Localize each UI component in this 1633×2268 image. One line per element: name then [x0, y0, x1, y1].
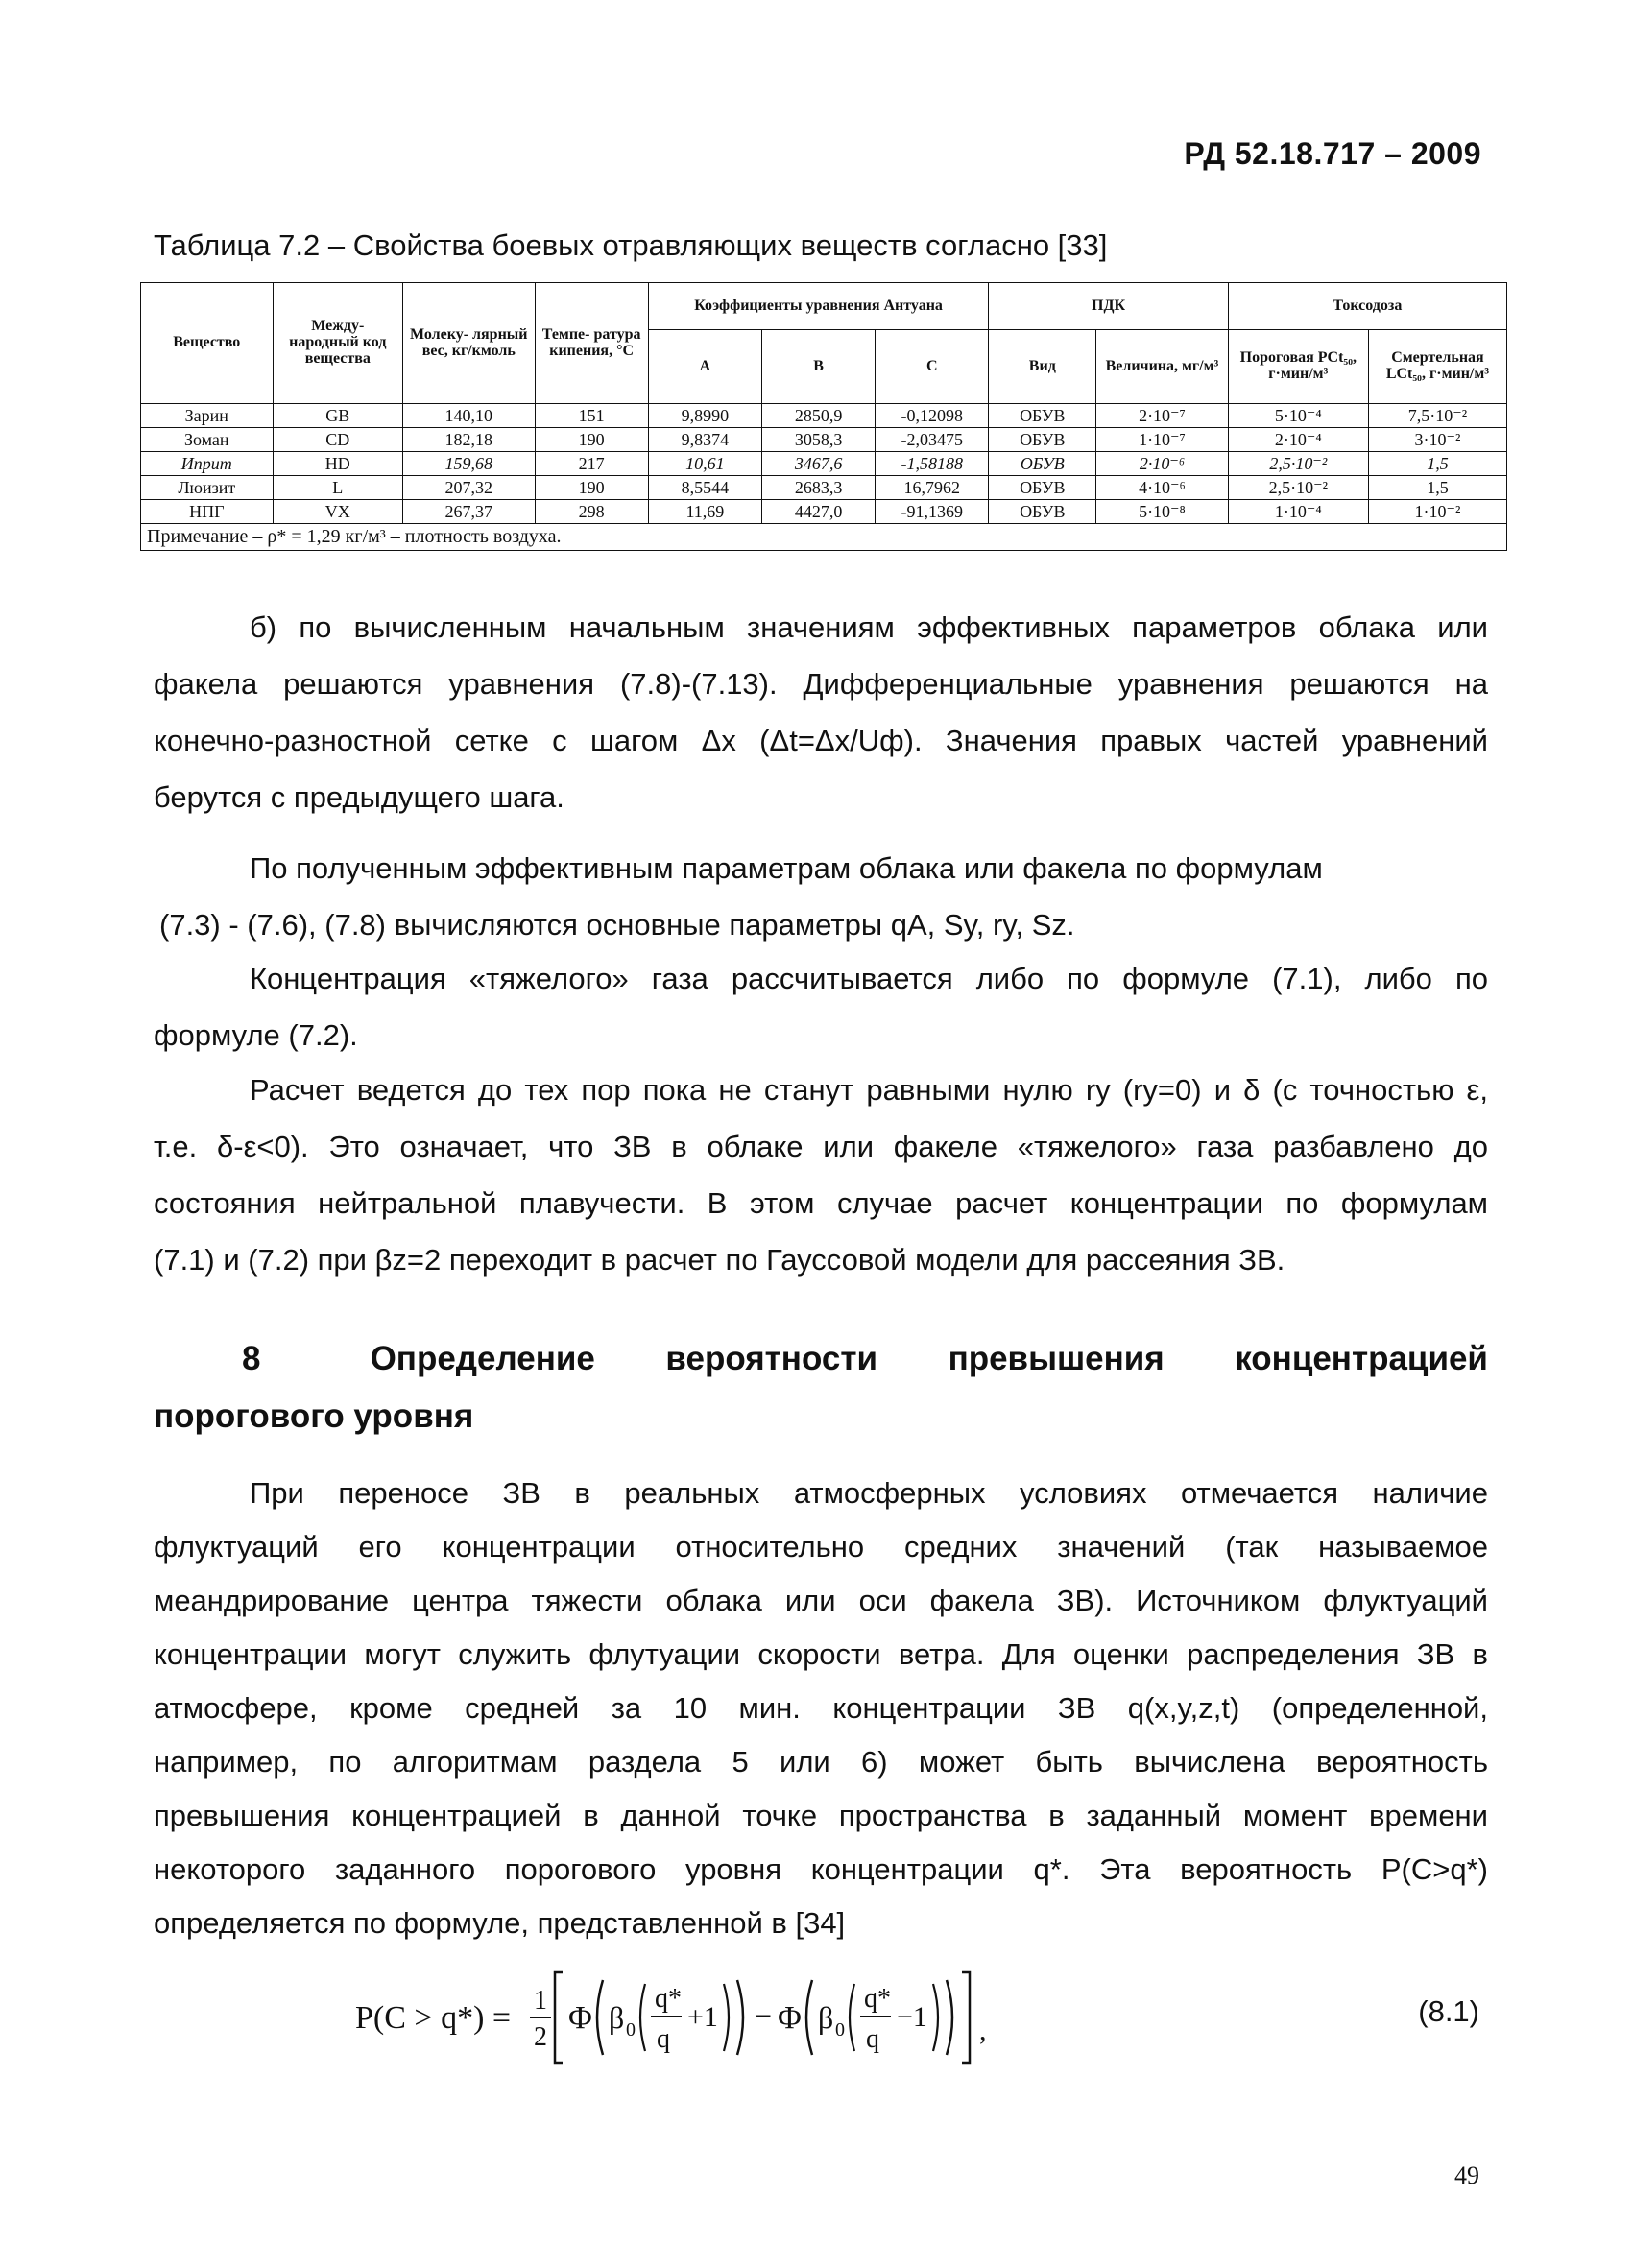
cell-c: -1,58188 — [876, 452, 989, 476]
cell-b: 2850,9 — [761, 404, 875, 428]
cell-threshold: 2·10⁻⁴ — [1228, 428, 1368, 452]
cell-pdk-value: 2·10⁻⁶ — [1096, 452, 1229, 476]
header-antoine: Коэффициенты уравнения Антуана — [648, 283, 989, 330]
cell-pdk-value: 1·10⁻⁷ — [1096, 428, 1229, 452]
text-line: превышения концентрацией в данной точке пространства в заданный момент времени — [154, 1799, 1488, 1832]
table-row — [141, 452, 1507, 476]
text-line: (7.3) - (7.6), (7.8) вычисляются основные параметры qA, Sy, ry, Sz. — [159, 908, 1075, 942]
text-line: например, по алгоритмам раздела 5 или 6) может быть вычислена вероятность — [154, 1745, 1488, 1779]
text-line: По полученным эффективным параметрам облака или факела по формулам — [250, 851, 1323, 885]
header-boil-temp: Темпе- ратура кипения, °С — [535, 283, 648, 404]
section-number: 8 — [242, 1340, 261, 1377]
document-code: РД 52.18.717 – 2009 — [1184, 136, 1481, 171]
cell-lethal: 3·10⁻² — [1368, 428, 1506, 452]
cell-name: НПГ — [141, 500, 274, 524]
table-row — [141, 428, 1507, 452]
section-title-word: вероятности — [665, 1340, 877, 1377]
table-caption: Таблица 7.2 – Свойства боевых отравляющих веществ согласно [33] — [154, 228, 1108, 262]
cell-code: VX — [273, 500, 402, 524]
text-line: определяется по формуле, представленной в [34] — [154, 1906, 846, 1940]
formula-text: 2 — [534, 2022, 547, 2052]
cell-mw: 182,18 — [402, 428, 535, 452]
formula-text: Φ — [778, 2000, 802, 2036]
cell-b: 4427,0 — [761, 500, 875, 524]
formula-text: q* — [864, 1984, 891, 2014]
header-mol-weight: Молеку- лярный вес, кг/кмоль — [402, 283, 535, 404]
cell-a: 9,8374 — [648, 428, 761, 452]
cell-code: L — [273, 476, 402, 500]
cell-temp: 298 — [535, 500, 648, 524]
cell-pdk-value: 5·10⁻⁸ — [1096, 500, 1229, 524]
text-line: (7.1) и (7.2) при βz=2 переходит в расчет по Гауссовой модели для рассеяния ЗВ. — [154, 1243, 1285, 1277]
cell-a: 10,61 — [648, 452, 761, 476]
formula-text: β — [818, 2000, 834, 2035]
text-line: меандрирование центра тяжести облака или оси факела ЗВ). Источником флуктуаций — [154, 1584, 1488, 1617]
header-pdk-type: Вид — [989, 330, 1096, 404]
cell-name: Зоман — [141, 428, 274, 452]
cell-name: Люизит — [141, 476, 274, 500]
table-row — [141, 500, 1507, 524]
header-substance: Вещество — [141, 283, 274, 404]
cell-pdk-value: 2·10⁻⁷ — [1096, 404, 1229, 428]
formula-number: (8.1) — [1418, 1994, 1479, 2028]
formula-text: 0 — [835, 2019, 845, 2041]
cell-c: -91,1369 — [876, 500, 989, 524]
cell-a: 11,69 — [648, 500, 761, 524]
paragraph-concentration — [154, 950, 1488, 1063]
header-pdk-value: Величина, мг/м³ — [1096, 330, 1229, 404]
text-line: берутся с предыдущего шага. — [154, 780, 564, 814]
cell-threshold: 5·10⁻⁴ — [1228, 404, 1368, 428]
section-title-line2: порогового уровня — [154, 1397, 474, 1435]
header-c: С — [876, 330, 989, 404]
formula-text: q* — [655, 1984, 682, 2014]
formula-text: − — [755, 1998, 773, 2033]
cell-pdk-type: ОБУВ — [989, 500, 1096, 524]
formula-text: , — [979, 2015, 987, 2046]
header-toxodose: Токсодоза — [1228, 283, 1506, 330]
cell-code: GB — [273, 404, 402, 428]
cell-name: Иприт — [141, 452, 274, 476]
page-number: 49 — [1454, 2161, 1479, 2189]
table-row — [141, 404, 1507, 428]
header-b: В — [761, 330, 875, 404]
section-title-word: концентрацией — [1235, 1340, 1488, 1377]
cell-pdk-type: ОБУВ — [989, 404, 1096, 428]
header-pdk: ПДК — [989, 283, 1228, 330]
cell-b: 2683,3 — [761, 476, 875, 500]
cell-pdk-value: 4·10⁻⁶ — [1096, 476, 1229, 500]
cell-c: 16,7962 — [876, 476, 989, 500]
cell-threshold: 2,5·10⁻² — [1228, 452, 1368, 476]
cell-code: CD — [273, 428, 402, 452]
cell-pdk-type: ОБУВ — [989, 452, 1096, 476]
formula-text: β — [609, 2000, 625, 2035]
formula-text: q — [657, 2024, 670, 2054]
cell-b: 3467,6 — [761, 452, 875, 476]
cell-c: -0,12098 — [876, 404, 989, 428]
cell-a: 9,8990 — [648, 404, 761, 428]
paragraph-parameters — [154, 840, 1488, 953]
text-line: т.е. δ-ε<0). Это означает, что ЗВ в облаке или факеле «тяжелого» газа разбавлено до — [154, 1130, 1488, 1163]
formula-lhs: P(C > q*) = — [355, 2000, 512, 2036]
cell-lethal: 1,5 — [1368, 476, 1506, 500]
cell-temp: 151 — [535, 404, 648, 428]
text-line: атмосфере, кроме средней за 10 мин. концентрации ЗВ q(x,y,z,t) (определенной, — [154, 1691, 1488, 1725]
text-line: концентрации могут служить флутуации скорости ветра. Для оценки распределения ЗВ в — [154, 1637, 1488, 1671]
text-line: факела решаются уравнения (7.8)-(7.13). Дифференциальные уравнения решаются на — [154, 667, 1488, 701]
cell-mw: 159,68 — [402, 452, 535, 476]
header-intl-code: Между- народный код вещества — [273, 283, 402, 404]
text-line: состояния нейтральной плавучести. В этом случае расчет концентрации по формулам — [154, 1186, 1488, 1220]
cell-lethal: 7,5·10⁻² — [1368, 404, 1506, 428]
properties-table — [140, 282, 1507, 551]
cell-lethal: 1,5 — [1368, 452, 1506, 476]
formula-text: 1 — [534, 1986, 547, 2016]
formula-text: −1 — [897, 2001, 927, 2033]
cell-temp: 190 — [535, 476, 648, 500]
paragraph-calculation — [154, 1062, 1488, 1288]
text-line: флуктуаций его концентрации относительно средних значений (так называемое — [154, 1530, 1488, 1564]
cell-a: 8,5544 — [648, 476, 761, 500]
table-row — [141, 476, 1507, 500]
formula-text: q — [866, 2024, 879, 2054]
cell-temp: 190 — [535, 428, 648, 452]
header-threshold: Пороговая PCt₅₀, г·мин/м³ — [1228, 330, 1368, 404]
cell-name: Зарин — [141, 404, 274, 428]
cell-c: -2,03475 — [876, 428, 989, 452]
cell-code: HD — [273, 452, 402, 476]
text-line: некоторого заданного порогового уровня концентрации q*. Эта вероятность P(C>q*) — [154, 1852, 1488, 1886]
formula-text: +1 — [687, 2001, 718, 2033]
cell-pdk-type: ОБУВ — [989, 428, 1096, 452]
text-line: б) по вычисленным начальным значениям эффективных параметров облака или — [250, 610, 1488, 644]
text-line: Концентрация «тяжелого» газа рассчитывается либо по формуле (7.1), либо по — [250, 962, 1488, 995]
section-title-word: Определение — [370, 1340, 595, 1377]
formula-text: 0 — [626, 2019, 636, 2041]
cell-threshold: 1·10⁻⁴ — [1228, 500, 1368, 524]
section-body — [154, 1467, 1488, 1950]
formula-text: Φ — [568, 2000, 592, 2036]
text-line: Расчет ведется до тех пор пока не станут равными нулю ry (ry=0) и δ (с точностью ε, — [250, 1073, 1488, 1107]
formula-8-1 — [355, 1963, 1008, 2077]
text-line: При переносе ЗВ в реальных атмосферных условиях отмечается наличие — [250, 1476, 1488, 1510]
table-note: Примечание – ρ* = 1,29 кг/м³ – плотность воздуха. — [141, 524, 1507, 551]
cell-threshold: 2,5·10⁻² — [1228, 476, 1368, 500]
text-line: формуле (7.2). — [154, 1018, 358, 1052]
text-line: конечно-разностной сетке с шагом Δx (Δt=Δx/Uф). Значения правых частей уравнений — [154, 724, 1488, 757]
section-title-word: превышения — [948, 1340, 1165, 1377]
section-heading — [154, 1330, 1488, 1445]
paragraph-b — [154, 599, 1488, 825]
cell-temp: 217 — [535, 452, 648, 476]
header-lethal: Смертельная LCt₅₀, г·мин/м³ — [1368, 330, 1506, 404]
cell-mw: 140,10 — [402, 404, 535, 428]
cell-lethal: 1·10⁻² — [1368, 500, 1506, 524]
cell-b: 3058,3 — [761, 428, 875, 452]
cell-pdk-type: ОБУВ — [989, 476, 1096, 500]
header-a: А — [648, 330, 761, 404]
cell-mw: 267,37 — [402, 500, 535, 524]
cell-mw: 207,32 — [402, 476, 535, 500]
formula-graphic — [355, 1963, 1008, 2068]
